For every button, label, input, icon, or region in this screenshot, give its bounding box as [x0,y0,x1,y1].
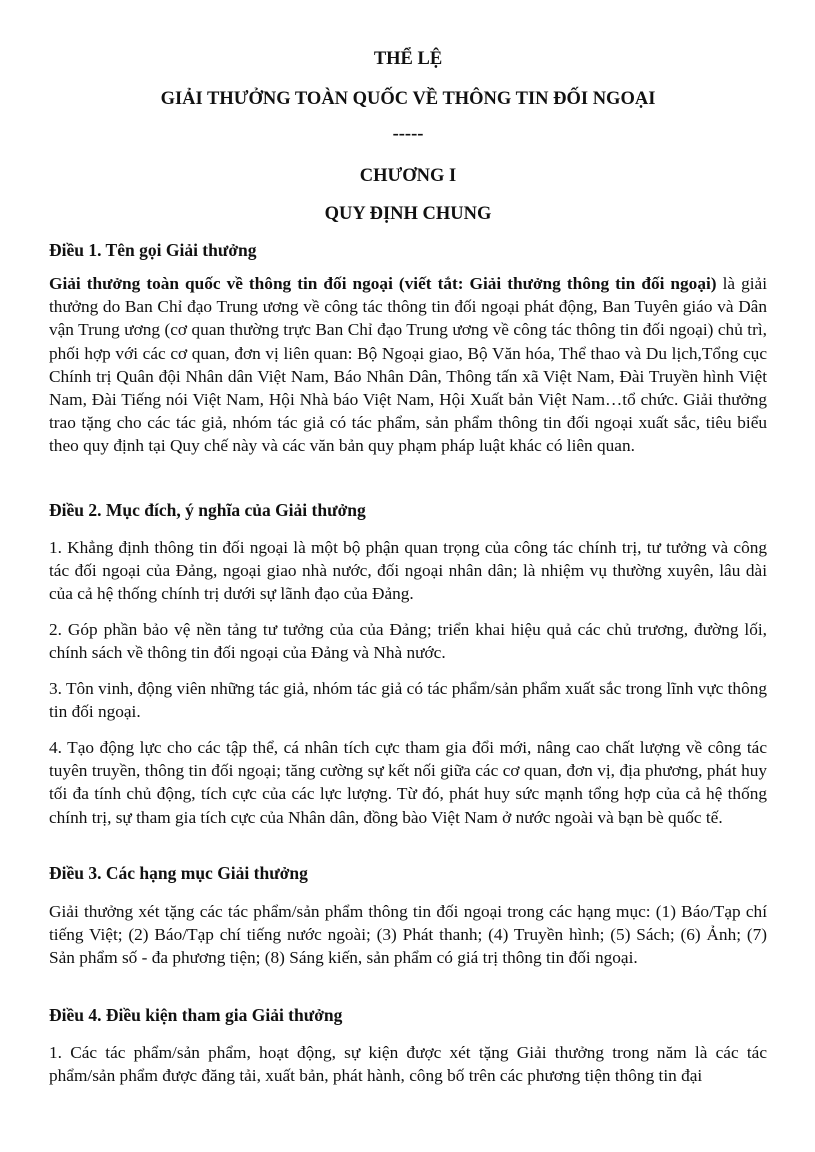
article-2-item-4: 4. Tạo động lực cho các tập thể, cá nhân tích cực tham gia đổi mới, nâng cao chất lượng về công tác tuyên truyền, thông tin đối ngoại; tăng cường sự kết nối giữa các cơ quan, đơn vị, địa phương, phát huy tối đa tính chủ động, tích cực của các lực lượng. Từ đó, phát huy sức mạnh tổng hợp của cả hệ thống chính trị, sự tham gia tích cực của Nhân dân, đồng bào Việt Nam ở nước ngoài và bạn bè quốc tế. [49,738,767,827]
article-1-text: là giải thưởng do Ban Chỉ đạo Trung ương về công tác thông tin đối ngoại phát động, Ban Tuyên giáo và Dân vận Trung ương (cơ quan thường trực Ban Chỉ đạo Trung ương về công tác thông tin đối ngoại) chủ trì, phối hợp với các cơ quan, đơn vị liên quan: Bộ Ngoại giao, Bộ Văn hóa, Thể thao và Du lịch,Tổng cục Chính trị Quân đội Nhân dân Việt Nam, Báo Nhân Dân, Thông tấn xã Việt Nam, Đài Truyền hình Việt Nam, Đài Tiếng nói Việt Nam, Hội Nhà báo Việt Nam, Hội Xuất bản Việt Nam…tổ chức. Giải thưởng trao tặng cho các tác giả, nhóm tác giả có tác phẩm, sản phẩm thông tin đối ngoại xuất sắc, tiêu biểu theo quy định tại Quy chế này và các văn bản quy phạm pháp luật khác có liên quan. [49,274,767,456]
article-4-item-1: 1. Các tác phẩm/sản phẩm, hoạt động, sự kiện được xét tặng Giải thưởng trong năm là các tác phẩm/sản phẩm được đăng tải, xuất bản, phát hành, công bố trên các phương tiện thông tin đại [49,1043,767,1086]
article-3-heading: Điều 3. Các hạng mục Giải thưởng [49,863,308,883]
chapter-number: CHƯƠNG I [359,166,457,186]
article-1-heading: Điều 1. Tên gọi Giải thưởng [49,240,257,260]
article-1-body [49,272,767,458]
article-2-item-1: 1. Khẳng định thông tin đối ngoại là một bộ phận quan trọng của công tác chính trị, tư tưởng và công tác đối ngoại của Đảng, ngoại giao nhà nước, đối ngoại nhân dân; là nhiệm vụ thường xuyên, lâu dài của cả hệ thống chính trị dưới sự lãnh đạo của Đảng. [49,538,767,604]
article-3-body: Giải thưởng xét tặng các tác phẩm/sản phẩm thông tin đối ngoại trong các hạng mục: (1) Báo/Tạp chí tiếng Việt; (2) Báo/Tạp chí tiếng nước ngoài; (3) Phát thanh; (4) Truyền hình; (5) Sách; (6) Ảnh; (7) Sản phẩm số - đa phương tiện; (8) Sáng kiến, sản phẩm có giá trị thông tin đối ngoại. [49,902,767,968]
article-2-heading: Điều 2. Mục đích, ý nghĩa của Giải thưởng [49,500,366,520]
article-2-item-2: 2. Góp phần bảo vệ nền tảng tư tưởng của của Đảng; triển khai hiệu quả các chủ trương, đường lối, chính sách về thông tin đối ngoại của Đảng và Nhà nước. [49,620,767,663]
doc-subtitle: GIẢI THƯỞNG TOÀN QUỐC VỀ THÔNG TIN ĐỐI NGOẠI [160,89,656,109]
title-separator: ----- [392,124,424,144]
article-1-bold-lead: Giải thưởng toàn quốc về thông tin đối ngoại (viết tắt: Giải thưởng thông tin đối ngoại) [49,274,717,293]
article-2-item-3: 3. Tôn vinh, động viên những tác giả, nhóm tác giả có tác phẩm/sản phẩm xuất sắc trong lĩnh vực thông tin đối ngoại. [49,679,767,722]
chapter-title: QUY ĐỊNH CHUNG [324,204,492,224]
doc-title: THỂ LỆ [373,49,443,69]
article-4-heading: Điều 4. Điều kiện tham gia Giải thưởng [49,1005,343,1025]
